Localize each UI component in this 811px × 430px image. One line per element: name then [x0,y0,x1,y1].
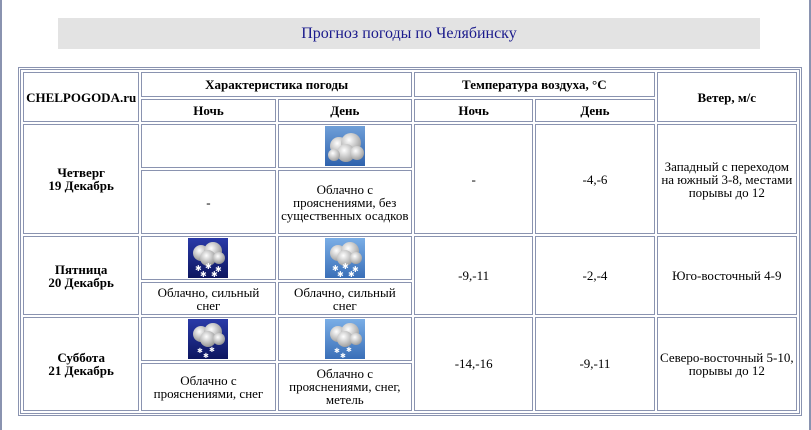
svg-text:✱: ✱ [351,265,359,275]
temp-night-cell: -14,-16 [414,317,533,411]
date: 21 Декабрь [48,362,114,378]
weather-night-header: Ночь [141,99,275,123]
forecast-row [23,317,797,361]
svg-text:✱: ✱ [215,265,223,275]
day-label-cell [23,236,139,315]
svg-text:✱: ✱ [203,351,210,359]
date: 19 Декабрь [48,178,114,194]
svg-text:✱: ✱ [341,262,349,272]
day-icon-cell [278,236,412,280]
night-snow-icon [188,238,228,278]
wind-cell: Западный с переходом на южный 3-8, местами порывы до 12 [657,124,797,234]
svg-text:✱: ✱ [333,346,340,355]
temp-day-cell: -9,-11 [535,317,654,411]
temp-day-cell: -4,-6 [535,124,654,234]
svg-text:✱: ✱ [345,345,352,354]
svg-text:✱: ✱ [331,264,339,274]
site-name-header: CHELPOGODA.ru [23,72,139,122]
forecast-row [23,124,797,168]
weekday: Суббота [57,349,105,365]
forecast-table [18,67,802,416]
date: 20 Декабрь [48,274,114,290]
forecast-row [23,236,797,280]
svg-text:✱: ✱ [205,262,213,272]
temperature-header: Температура воздуха, °С [414,72,655,97]
day-label-cell [23,317,139,411]
svg-text:✱: ✱ [211,270,219,279]
svg-text:✱: ✱ [339,351,346,359]
night-description: Облачно, сильный снег [141,282,275,315]
svg-text:✱: ✱ [209,345,216,354]
day-description: Облачно с прояснениями, без существенных осадков [278,170,412,234]
night-icon-cell [141,124,275,168]
temp-night-cell: - [414,124,533,234]
page-title: Прогноз погоды по Челябинску [58,18,760,49]
temp-night-header: Ночь [414,99,533,123]
day-label-cell [23,124,139,234]
day-snow-icon [325,238,365,278]
day-description: Облачно, сильный снег [278,282,412,315]
cloudy-icon [325,126,365,166]
night-snow-icon [188,319,228,359]
weather-day-header: День [278,99,412,123]
night-icon-cell [141,317,275,361]
temp-day-header: День [535,99,654,123]
temp-day-cell: -2,-4 [535,236,654,315]
svg-text:✱: ✱ [336,270,344,279]
svg-text:✱: ✱ [197,346,204,355]
day-snow-icon [325,319,365,359]
day-icon-cell [278,124,412,168]
day-description: Облачно с прояснениями, снег, метель [278,363,412,411]
weekday: Четверг [57,165,105,181]
weather-header: Характеристика погоды [141,72,412,97]
night-icon-cell [141,236,275,280]
wind-cell: Северо-восточный 5-10, порывы до 12 [657,317,797,411]
night-description: Облачно с прояснениями, снег [141,363,275,411]
weekday: Пятница [54,261,108,277]
temp-night-cell: -9,-11 [414,236,533,315]
night-description: - [141,170,275,234]
day-icon-cell [278,317,412,361]
svg-text:✱: ✱ [200,270,208,279]
svg-text:✱: ✱ [195,264,203,274]
wind-cell: Юго-восточный 4-9 [657,236,797,315]
wind-header: Ветер, м/с [657,72,797,122]
svg-text:✱: ✱ [347,270,355,279]
